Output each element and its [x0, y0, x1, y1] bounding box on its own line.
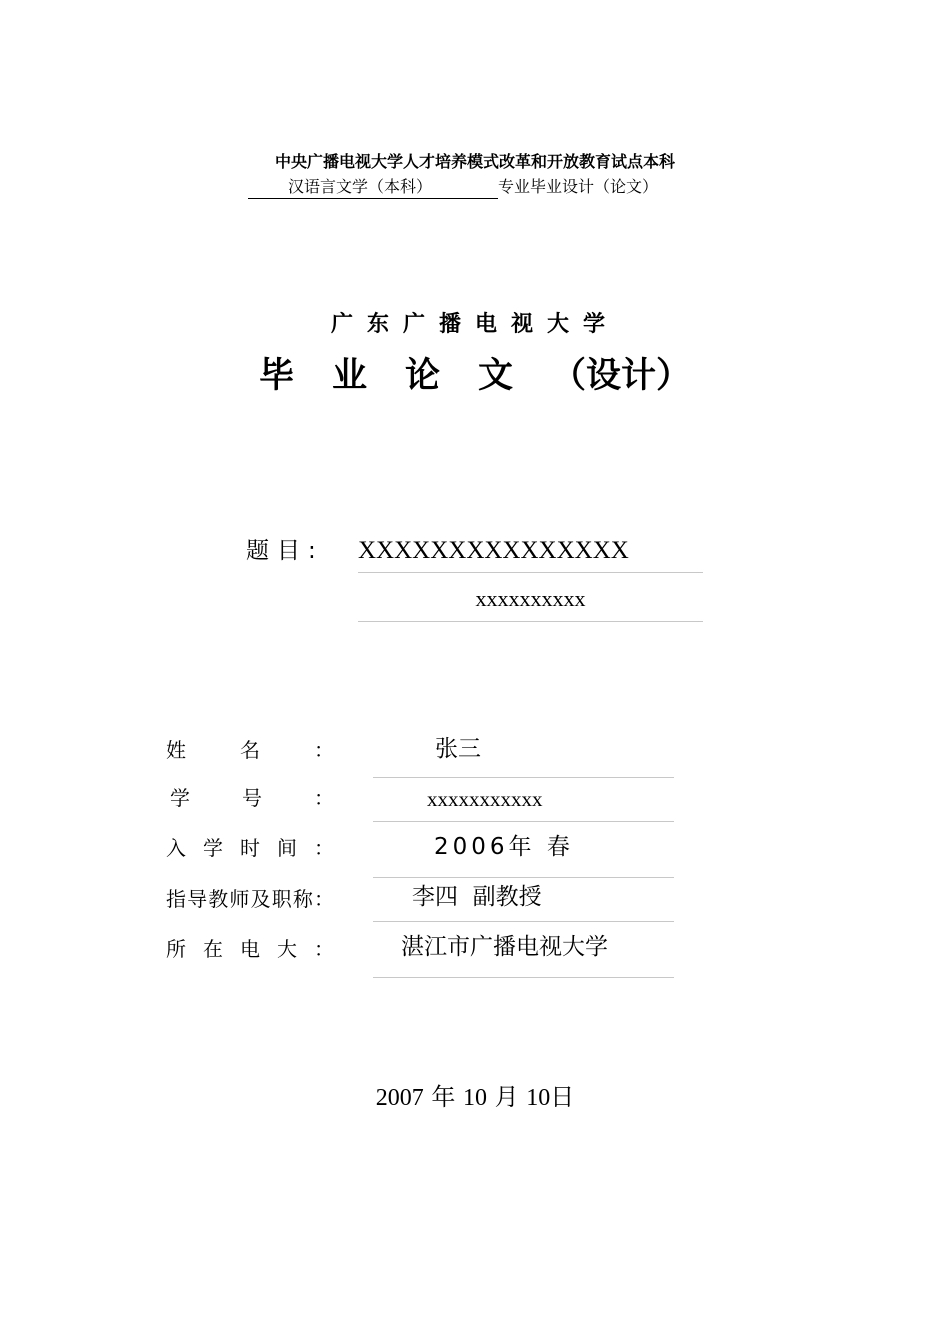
university-name: 广东广播电视大学	[330, 312, 619, 337]
field-label-advisor	[166, 884, 334, 914]
field-underline-advisor	[373, 921, 674, 922]
label-char: 名	[240, 738, 260, 762]
major-name: 汉语言文学（本科）	[248, 176, 498, 199]
label-char: ：	[313, 887, 334, 911]
field-underline-center	[373, 977, 674, 978]
topic-underline-2	[358, 621, 703, 622]
header-major-line	[248, 176, 658, 199]
date-year: 2007	[375, 1085, 424, 1111]
label-char: 职	[271, 887, 292, 911]
field-underline-name	[373, 777, 674, 778]
submission-date	[0, 1080, 950, 1115]
label-char: 间	[277, 836, 297, 860]
field-label-enrollment	[166, 833, 334, 863]
label-char: 入	[166, 836, 186, 860]
label-char: ：	[314, 836, 334, 860]
field-label-student-id	[170, 783, 334, 813]
topic-underline-1	[358, 572, 703, 573]
field-label-center	[166, 934, 334, 964]
field-value-enrollment: 2006年 春	[434, 834, 574, 860]
label-char: 在	[203, 937, 223, 961]
label-char: 姓	[166, 738, 186, 762]
thesis-title-main: 毕业论文	[258, 356, 551, 396]
topic-line-2: xxxxxxxxxx	[475, 586, 586, 611]
field-label-name	[166, 735, 334, 765]
field-value-student-id: xxxxxxxxxxx	[427, 787, 543, 811]
date-month: 10	[463, 1085, 487, 1111]
field-underline-enrollment	[373, 877, 674, 878]
label-char: 学	[203, 836, 223, 860]
label-char: 大	[277, 937, 297, 961]
label-char: ：	[314, 937, 334, 961]
topic-label: 题目:	[246, 538, 324, 564]
label-char: ：	[314, 786, 334, 810]
date-year-unit: 年	[431, 1083, 456, 1111]
date-day: 10	[526, 1085, 551, 1111]
label-char: 导	[187, 887, 208, 911]
label-char: 教	[208, 887, 229, 911]
label-char: 指	[166, 887, 186, 911]
label-char: 所	[166, 937, 186, 961]
header-program-title: 中央广播电视大学人才培养模式改革和开放教育试点本科	[274, 152, 675, 171]
label-char: ：	[314, 738, 334, 762]
field-value-center: 湛江市广播电视大学	[401, 934, 608, 960]
label-char: 学	[170, 786, 190, 810]
field-value-advisor: 李四 副教授	[412, 884, 542, 910]
header-suffix: 专业毕业设计（论文）	[498, 177, 659, 196]
thesis-title	[0, 350, 950, 402]
thesis-title-suffix: （设计）	[551, 356, 692, 396]
label-char: 电	[240, 937, 260, 961]
date-month-unit: 月	[494, 1083, 519, 1111]
date-day-unit: 日	[550, 1083, 575, 1111]
label-char: 时	[240, 836, 260, 860]
label-char: 号	[242, 786, 262, 810]
field-value-name: 张三	[435, 736, 481, 762]
field-underline-student-id	[373, 821, 674, 822]
topic-line-1: XXXXXXXXXXXXXXX	[358, 537, 629, 564]
label-char: 师	[229, 887, 250, 911]
label-char: 及	[250, 887, 271, 911]
label-char: 称	[292, 887, 313, 911]
